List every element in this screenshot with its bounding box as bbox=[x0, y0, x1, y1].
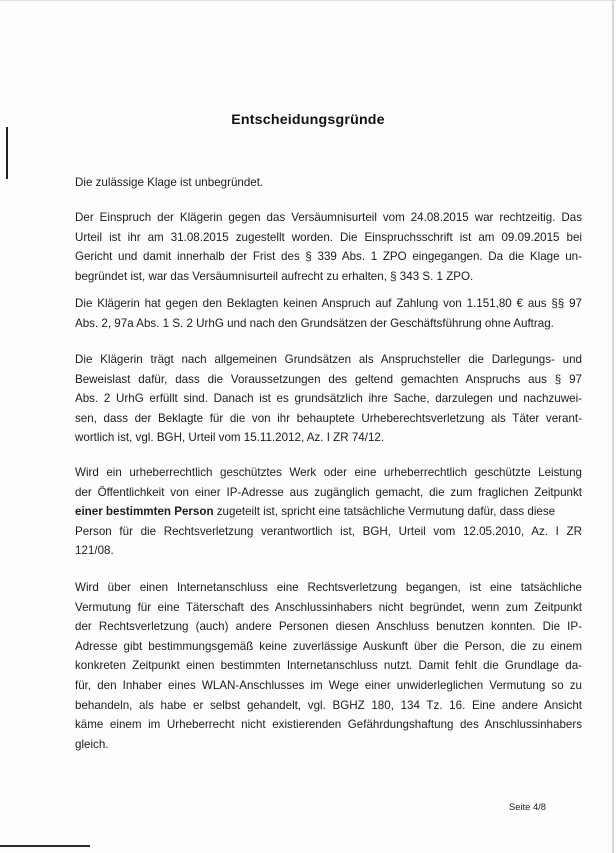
text-line: Abs. 2 UrhG erfüllt sind. Danach ist es grundsätzlich ihre Sache, darzulegen und nachzuwei- bbox=[75, 392, 582, 406]
text-line: Abs. 2, 97a Abs. 1 S. 2 UrhG und nach den Grundsätzen der Geschäftsführung ohne Auftrag. bbox=[75, 316, 554, 330]
section-heading: Entscheidungsgründe bbox=[231, 112, 385, 128]
text-line: Urteil ist ihr am 31.08.2015 zugestellt worden. Die Einspruchsschrift ist am 09.09.2015 bei bbox=[75, 230, 582, 244]
text-line: begründet ist, war das Versäumnisurteil aufrecht zu erhalten, § 343 S. 1 ZPO. bbox=[75, 269, 474, 283]
text-line: käme einem im Urheberrecht nicht existierenden Gefährdungshaftung des Anschlussinhabers bbox=[75, 718, 582, 732]
text-line: für, den Inhaber eines WLAN-Anschlusses im Wege einer unwiderleglichen Vermutung so zu bbox=[75, 678, 582, 692]
text-line: Vermutung für eine Täterschaft des Anschlussinhabers nicht begründet, wenn zum Zeitpunkt bbox=[75, 600, 582, 614]
text-line: der Öffentlichkeit von einer IP-Adresse aus zugänglich gemacht, die zum fraglichen Zeitpunkt bbox=[75, 485, 582, 499]
paragraph-2 bbox=[75, 208, 582, 286]
text-line: behandeln, als habe er selbst gehandelt, vgl. BGHZ 180, 134 Tz. 16. Eine andere Ansicht bbox=[75, 698, 582, 712]
text-line: gleich. bbox=[75, 737, 109, 751]
text-fragment: zugeteilt ist, spricht eine tatsächliche Vermutung dafür, dass diese bbox=[213, 505, 556, 519]
scan-artifact-line bbox=[0, 845, 90, 847]
text-line: Person für die Rechtsverletzung verantwortlich ist, BGH, Urteil vom 12.05.2010, Az. I ZR bbox=[75, 524, 582, 538]
text-line: Der Einspruch der Klägerin gegen das Versäumnisurteil vom 24.08.2015 war rechtzeitig. Das bbox=[75, 211, 582, 224]
paragraph-1 bbox=[75, 173, 582, 193]
text-line: Wird über einen Internetanschluss eine Rechtsverletzung begangen, ist eine tatsächliche bbox=[75, 581, 582, 594]
text-line: Wird ein urheberrechtlich geschütztes Werk oder eine urheberrechtlich geschützte Leistung bbox=[75, 466, 582, 479]
text-line: wortlich ist, vgl. BGH, Urteil vom 15.11.2012, Az. I ZR 74/12. bbox=[75, 431, 385, 445]
paragraph-5 bbox=[75, 463, 582, 561]
paragraph-6 bbox=[75, 578, 582, 754]
text-line: der Rechtsverletzung (auch) andere Personen diesen Anschluss benutzen konnten. Die IP- bbox=[75, 620, 582, 634]
text-line: 121/08. bbox=[75, 544, 114, 558]
page-top-edge bbox=[0, 0, 616, 1]
margin-mark bbox=[6, 127, 8, 179]
text-line: Adresse gibt bestimmungsgemäß keine zuverlässige Auskunft über die Person, die zu einem bbox=[75, 639, 582, 653]
text-line: Gericht und damit innerhalb der Frist des § 339 Abs. 1 ZPO eingegangen. Da die Klage un- bbox=[75, 250, 582, 264]
text-line: Die Klägerin hat gegen den Beklagten keinen Anspruch auf Zahlung von 1.151,80 € aus §§ 97 bbox=[75, 297, 582, 310]
paragraph-3 bbox=[75, 294, 582, 333]
text-line: Die zulässige Klage ist unbegründet. bbox=[75, 176, 264, 189]
paragraph-4 bbox=[75, 350, 582, 448]
text-line bbox=[75, 502, 582, 522]
text-line: Die Klägerin trägt nach allgemeinen Grundsätzen als Anspruchsteller die Darlegungs- und bbox=[75, 353, 582, 366]
text-line: konkreten Zeitpunkt einen bestimmten Internetanschluss nutzt. Damit fehlt die Grundlage da- bbox=[75, 659, 582, 673]
page-number: Seite 4/8 bbox=[509, 801, 547, 812]
text-line: Beweislast dafür, dass die Voraussetzungen des geltend gemachten Anspruchs aus § 97 bbox=[75, 372, 582, 386]
text-line: sen, dass der Beklagte für die von ihr behauptete Urheberechtsverletzung als Täter verant- bbox=[75, 411, 582, 425]
emphasized-text: einer bestimmten Person bbox=[75, 505, 214, 519]
